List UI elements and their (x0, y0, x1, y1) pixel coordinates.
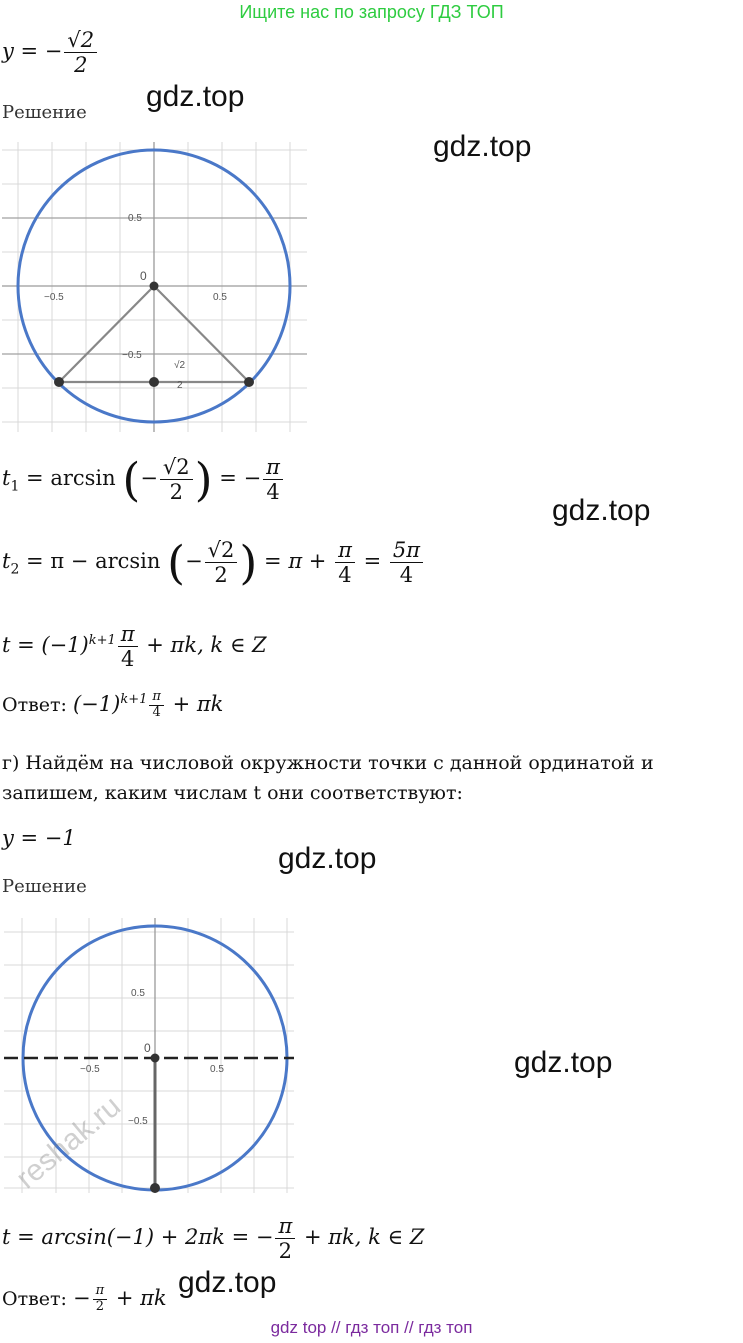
solution-label-2: Решение (2, 876, 87, 897)
y-value-line-2: y = −1 (2, 826, 76, 850)
point-center (149, 377, 159, 387)
frac-den: 2 (74, 53, 88, 78)
solution-label: Решение (2, 102, 87, 123)
y-lhs: y = − (2, 39, 63, 64)
watermark: gdz.top (146, 80, 245, 113)
reshak-stamp: reshak.ru (10, 1089, 128, 1196)
tick-label-neg-half-x: −0.5 (44, 292, 64, 303)
value-label-den: 2 (177, 380, 183, 391)
footer-links[interactable]: gdz top // гдз топ // гдз топ (270, 1318, 473, 1337)
point-right (244, 377, 254, 387)
origin-point (150, 282, 159, 291)
point-left (54, 377, 64, 387)
watermark: gdz.top (178, 1266, 277, 1299)
y-value-line (2, 28, 99, 77)
watermark: gdz.top (278, 842, 377, 875)
watermark: gdz.top (552, 494, 651, 527)
bottom-point (150, 1183, 160, 1193)
unit-circle-graph-1 (2, 142, 307, 432)
search-banner[interactable]: Ищите нас по запросу ГДЗ ТОП (239, 2, 504, 22)
tick-label-neg-half: −0.5 (128, 1116, 148, 1127)
origin-label: 0 (144, 1041, 151, 1055)
origin-point (151, 1054, 160, 1063)
watermark: gdz.top (433, 130, 532, 163)
value-label-num: √2 (174, 360, 186, 371)
task-g-text: г) Найдём на числовой окружности точки с данной ординатой и запишем, каким числам t они соответствуют: (2, 752, 654, 804)
tick-label-pos-half-x: 0.5 (210, 1064, 224, 1075)
watermark: gdz.top (514, 1046, 613, 1079)
tick-label-pos-half: 0.5 (128, 213, 142, 224)
answer-1: Ответ: $(-1)^{k+1}$ $\frac{\pi}{4}$ + πk (2, 689, 224, 720)
t2-formula: $t_2 = \pi - \arcsin$ (− $\frac{√2}{2}$ ) = π + $\frac{\pi}{4}$ = $\frac{5\pi}{4}$ (2, 538, 425, 587)
tick-label-neg-half-x: −0.5 (80, 1064, 100, 1075)
answer-2: Ответ: − $\frac{\pi}{2}$ + πk (2, 1283, 167, 1314)
t1-formula: $t_1 = \arcsin$ (− $\frac{√2}{2}$ ) = − $\frac{\pi}{4}$ (2, 455, 285, 504)
tick-label-neg-half-y: −0.5 (122, 350, 142, 361)
arcsin-formula: t = arcsin(−1) + 2πk = − $\frac{\pi}{2}$ + πk, k ∈ Z (2, 1214, 425, 1264)
tick-label-pos-half: 0.5 (131, 988, 145, 999)
tick-label-pos-half-x: 0.5 (213, 292, 227, 303)
general-solution: $t = (-1)^{k+1}$ $\frac{\pi}{4}$ + πk, k ∈ Z (2, 622, 267, 672)
frac-num: √2 (64, 28, 97, 53)
origin-label: 0 (140, 269, 147, 283)
